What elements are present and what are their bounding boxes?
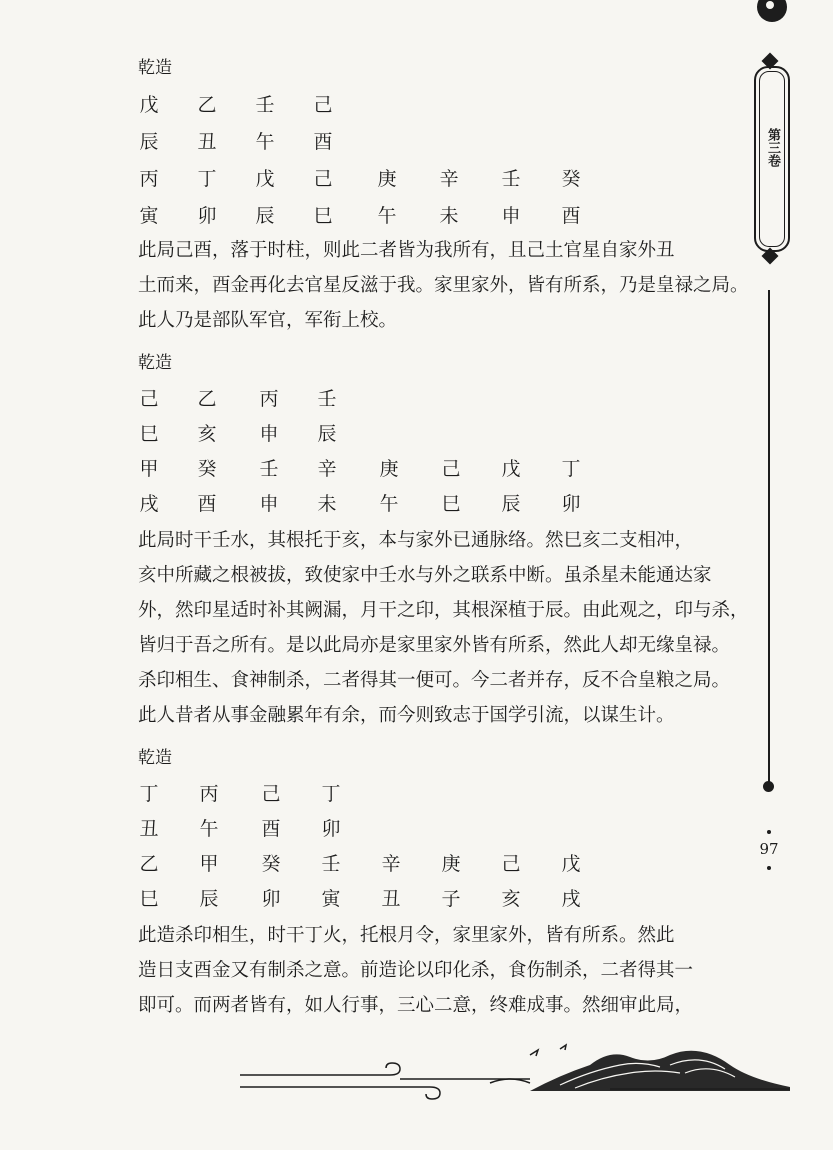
luck-branch-char: 午 xyxy=(379,493,399,515)
stem-char: 丁 xyxy=(321,783,341,805)
luck-stem-char: 癸 xyxy=(261,853,281,875)
mountain-cloud-ornament xyxy=(230,1035,810,1115)
luck-stem-char: 丁 xyxy=(561,458,581,480)
bird-icon xyxy=(560,1045,566,1050)
para-line: 外，然印星适时补其阙漏，月干之印，其根深植于辰。由此观之，印与杀， xyxy=(138,600,749,621)
case3-label: 乾造 xyxy=(138,748,172,768)
luck-stem-char: 戊 xyxy=(255,168,275,190)
yin-yang-icon xyxy=(757,0,787,22)
branch-char: 申 xyxy=(259,423,279,445)
luck-branch-char: 申 xyxy=(259,493,279,515)
case2-label: 乾造 xyxy=(138,353,172,373)
stem-char: 己 xyxy=(313,94,333,116)
branch-char: 辰 xyxy=(317,423,337,445)
cloud-line-icon xyxy=(240,1063,400,1075)
branch-char: 卯 xyxy=(321,818,341,840)
stem-char: 壬 xyxy=(317,388,337,410)
luck-branch-char: 卯 xyxy=(261,888,281,910)
luck-branch-char: 未 xyxy=(439,205,459,227)
luck-stem-char: 甲 xyxy=(139,458,159,480)
para-line: 此人昔者从事金融累年有余，而今则致志于国学引流，以谋生计。 xyxy=(138,705,675,726)
case1-paragraph xyxy=(138,233,749,338)
case3-paragraph xyxy=(138,918,723,1023)
stem-char: 乙 xyxy=(197,388,217,410)
luck-branch-char: 酉 xyxy=(197,493,217,515)
luck-stem-char: 己 xyxy=(441,458,461,480)
luck-branch-char: 酉 xyxy=(561,205,581,227)
luck-branch-char: 辰 xyxy=(255,205,275,227)
para-line: 此局己酉，落于时柱，则此二者皆为我所有，且己土官星自家外丑 xyxy=(138,240,675,261)
para-line: 造日支酉金又有制杀之意。前造论以印化杀，食伤制杀，二者得其一 xyxy=(138,960,694,981)
luck-branch-char: 戌 xyxy=(139,493,159,515)
cloud-line-icon xyxy=(240,1087,440,1099)
luck-branch-char: 申 xyxy=(501,205,521,227)
case1-label: 乾造 xyxy=(138,58,172,78)
stem-char: 己 xyxy=(261,783,281,805)
luck-stem-char: 癸 xyxy=(197,458,217,480)
luck-branch-char: 戌 xyxy=(561,888,581,910)
luck-branch-char: 辰 xyxy=(199,888,219,910)
branch-char: 丑 xyxy=(197,131,217,153)
para-line: 此造杀印相生，时干丁火，托根月令，家里家外，皆有所系。然此 xyxy=(138,925,675,946)
luck-branch-char: 丑 xyxy=(381,888,401,910)
stem-char: 丁 xyxy=(139,783,159,805)
side-rule xyxy=(768,290,770,785)
luck-branch-char: 辰 xyxy=(501,493,521,515)
luck-branch-char: 寅 xyxy=(139,205,159,227)
luck-stem-char: 己 xyxy=(501,853,521,875)
luck-branch-char: 午 xyxy=(377,205,397,227)
bird-icon xyxy=(530,1050,538,1056)
stem-char: 己 xyxy=(139,388,159,410)
luck-branch-char: 巳 xyxy=(441,493,461,515)
luck-stem-char: 戊 xyxy=(501,458,521,480)
luck-stem-char: 壬 xyxy=(501,168,521,190)
para-line: 即可。而两者皆有，如人行事，三心二意，终难成事。然细审此局， xyxy=(138,995,694,1016)
case2-paragraph xyxy=(138,523,749,733)
side-rule-end-dot xyxy=(763,781,774,792)
page-number: 97 xyxy=(759,840,779,858)
luck-stem-char: 庚 xyxy=(441,853,461,875)
para-line: 土而来，酉金再化去官星反滋于我。家里家外，皆有所系，乃是皇禄之局。 xyxy=(138,275,749,296)
branch-char: 亥 xyxy=(197,423,217,445)
stem-char: 壬 xyxy=(255,94,275,116)
para-line: 此人乃是部队军官，军衔上校。 xyxy=(138,310,398,331)
luck-branch-char: 卯 xyxy=(561,493,581,515)
branch-char: 午 xyxy=(199,818,219,840)
page-number-dot xyxy=(767,866,771,870)
para-line: 皆归于吾之所有。是以此局亦是家里家外皆有所系，然此人却无缘皇禄。 xyxy=(138,635,731,656)
branch-char: 巳 xyxy=(139,423,159,445)
luck-branch-char: 未 xyxy=(317,493,337,515)
branch-char: 丑 xyxy=(139,818,159,840)
stem-char: 丙 xyxy=(259,388,279,410)
luck-stem-char: 庚 xyxy=(377,168,397,190)
luck-stem-char: 乙 xyxy=(139,853,159,875)
luck-branch-char: 寅 xyxy=(321,888,341,910)
volume-label: 第三卷 xyxy=(765,128,780,167)
luck-stem-char: 壬 xyxy=(321,853,341,875)
luck-stem-char: 丙 xyxy=(139,168,159,190)
branch-char: 午 xyxy=(255,131,275,153)
branch-char: 酉 xyxy=(313,131,333,153)
para-line: 此局时干壬水，其根托于亥，本与家外已通脉络。然巳亥二支相冲， xyxy=(138,530,694,551)
luck-stem-char: 壬 xyxy=(259,458,279,480)
luck-branch-char: 巳 xyxy=(139,888,159,910)
luck-branch-char: 卯 xyxy=(197,205,217,227)
para-line: 杀印相生、食神制杀，二者得其一便可。今二者并存，反不合皇粮之局。 xyxy=(138,670,731,691)
luck-stem-char: 己 xyxy=(313,168,333,190)
luck-branch-char: 巳 xyxy=(313,205,333,227)
para-line: 亥中所藏之根被拔，致使家中壬水与外之联系中断。虽杀星未能通达家 xyxy=(138,565,712,586)
luck-stem-char: 戊 xyxy=(561,853,581,875)
luck-stem-char: 癸 xyxy=(561,168,581,190)
luck-stem-char: 庚 xyxy=(379,458,399,480)
page-number-dot xyxy=(767,830,771,834)
luck-branch-char: 子 xyxy=(441,888,461,910)
stem-char: 戊 xyxy=(139,94,159,116)
luck-stem-char: 辛 xyxy=(381,853,401,875)
luck-stem-char: 甲 xyxy=(199,853,219,875)
branch-char: 酉 xyxy=(261,818,281,840)
stem-char: 丙 xyxy=(199,783,219,805)
luck-stem-char: 丁 xyxy=(197,168,217,190)
luck-stem-char: 辛 xyxy=(317,458,337,480)
luck-stem-char: 辛 xyxy=(439,168,459,190)
stem-char: 乙 xyxy=(197,94,217,116)
luck-branch-char: 亥 xyxy=(501,888,521,910)
branch-char: 辰 xyxy=(139,131,159,153)
